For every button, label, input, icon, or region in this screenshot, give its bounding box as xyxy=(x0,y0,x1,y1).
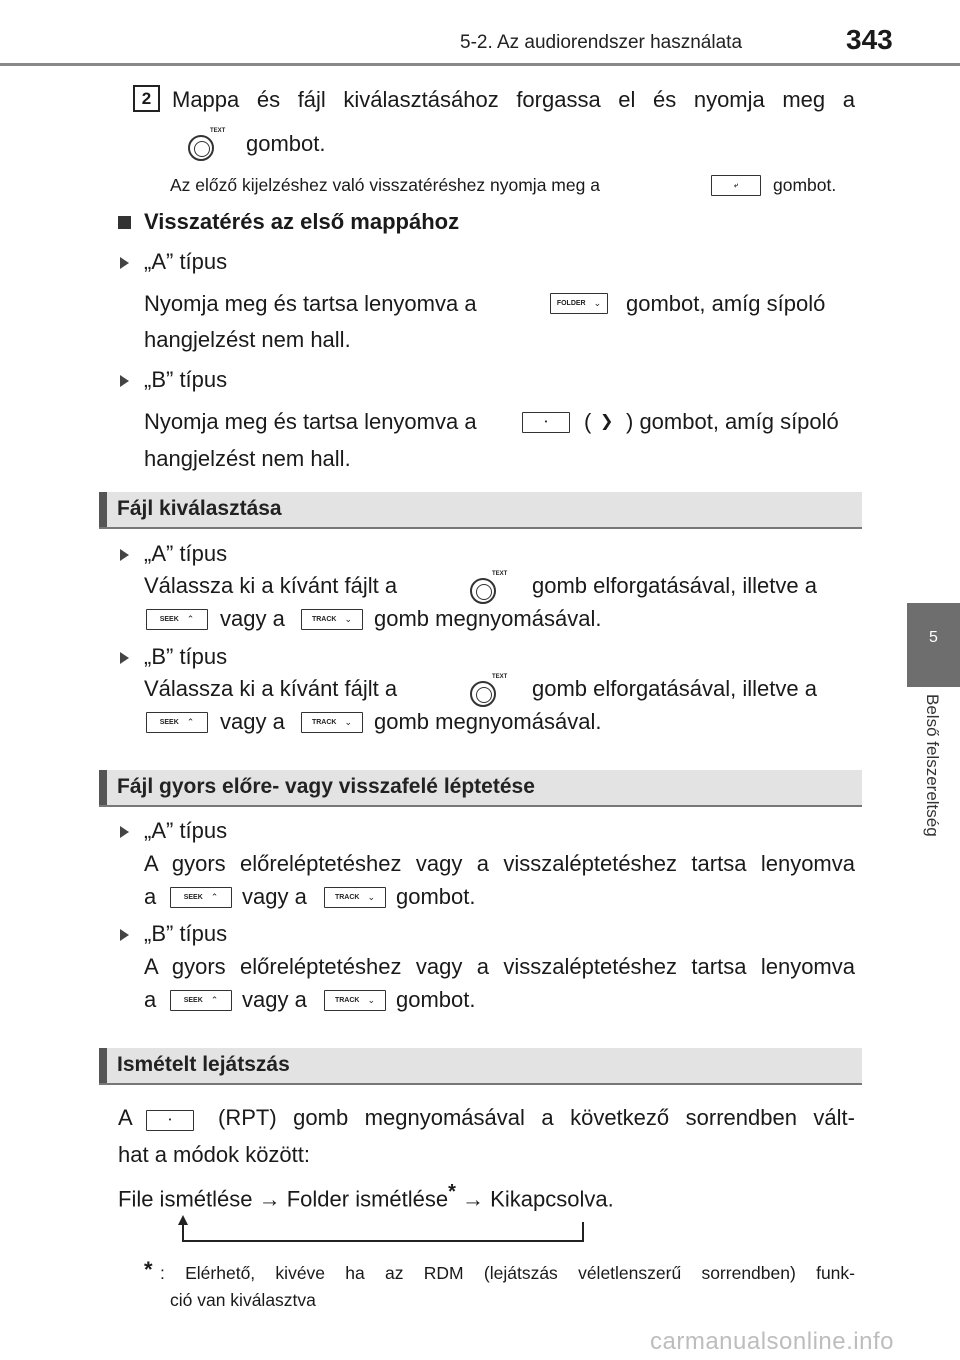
ff-b-line2-after: gombot. xyxy=(396,987,476,1012)
page-number: 343 xyxy=(846,24,893,55)
step-number-2: 2 xyxy=(133,85,160,112)
chapter-tab xyxy=(907,603,960,687)
type-b-label: „B” típus xyxy=(144,367,228,392)
chevron-right-icon: ❯ xyxy=(600,413,614,430)
folder-line2: hangjelzést nem hall. xyxy=(144,327,351,352)
ff-b-line2-mid: vagy a xyxy=(242,987,307,1012)
header-rule xyxy=(0,63,960,66)
footnote-star: * xyxy=(144,1257,153,1282)
type-a-label: „A” típus xyxy=(144,249,228,274)
watermark: carmanualsonline.info xyxy=(650,1328,894,1355)
chapter-title-vertical xyxy=(916,694,946,884)
fs-b-line2-mid: vagy a xyxy=(220,709,285,734)
text-label: TEXT xyxy=(492,674,508,680)
b-paren-open: ( xyxy=(584,409,592,434)
seek-button-icon: SEEK ⌃ xyxy=(170,990,232,1011)
tune-knob-icon xyxy=(470,681,496,707)
step2-note-after: gombot. xyxy=(773,175,837,195)
step2-note-before: Az előző kijelzéshez való visszatéréshez nyomja meg a xyxy=(170,175,600,195)
fs-b-line2-after: gomb megnyomásával. xyxy=(374,709,602,734)
track-button-icon: TRACK ⌄ xyxy=(324,990,386,1011)
folder-line1-before: Nyomja meg és tartsa lenyomva a xyxy=(144,291,477,316)
b-line1-after: ) gombot, amíg sípoló xyxy=(626,409,839,434)
footnote-line2: ció van kiválasztva xyxy=(170,1290,316,1310)
ff-a-line2-mid: vagy a xyxy=(242,884,307,909)
step2-line1: Mappa és fájl kiválasztásához forgassa el és nyomja meg a xyxy=(172,87,855,112)
mode-folder-repeat: Folder ismétlése xyxy=(286,1186,449,1212)
seek-button-icon: SEEK ⌃ xyxy=(146,609,208,630)
repeat-line1-after: (RPT) gomb megnyomásával a következő sorrendben vált- xyxy=(218,1105,855,1130)
mode-off: Kikapcsolva. xyxy=(490,1186,614,1212)
subheading-first-folder: Visszatérés az első mappához xyxy=(144,209,460,234)
footnote-line1: : Elérhető, kivéve ha az RDM (lejátszás véletlenszerű sorrendben) funk- xyxy=(160,1263,855,1283)
repeat-line1-before: A xyxy=(118,1105,133,1130)
fs-type-a: „A” típus xyxy=(144,541,228,566)
b-line1-before: Nyomja meg és tartsa lenyomva a xyxy=(144,409,477,434)
ff-type-a: „A” típus xyxy=(144,818,228,843)
track-button-icon: TRACK ⌄ xyxy=(301,712,363,733)
ff-b-line2-before: a xyxy=(144,987,157,1012)
section-title: Fájl gyors előre- vagy visszafelé léptetése xyxy=(117,775,535,798)
fs-a-line1-after: gomb elforgatásával, illetve a xyxy=(532,573,817,598)
section-fast-forward xyxy=(99,770,862,805)
section-title: Fájl kiválasztása xyxy=(117,497,282,520)
footnote-marker: * xyxy=(448,1181,456,1203)
triangle-bullet-icon xyxy=(120,826,129,838)
tune-knob-icon xyxy=(470,578,496,604)
arrow-right-icon: → xyxy=(462,1186,485,1212)
seek-button-icon: SEEK ⌃ xyxy=(170,887,232,908)
dot-button-icon: • xyxy=(522,412,570,433)
folder-line1-after: gombot, amíg sípoló xyxy=(626,291,826,316)
ff-b-line1: A gyors előreléptetéshez vagy a visszaléptetéshez tartsa lenyomva xyxy=(144,954,855,979)
tune-knob-icon xyxy=(188,135,214,161)
mode-file-repeat: File ismétlése xyxy=(118,1186,253,1212)
triangle-bullet-icon xyxy=(120,375,129,387)
track-button-icon: TRACK ⌄ xyxy=(324,887,386,908)
fs-a-line2-after: gomb megnyomásával. xyxy=(374,606,602,631)
header-section-title: 5-2. Az audiorendszer használata xyxy=(460,32,743,53)
cycle-line-bottom xyxy=(182,1240,584,1242)
triangle-bullet-icon xyxy=(120,929,129,941)
arrow-right-icon: → xyxy=(258,1186,281,1212)
ff-type-b: „B” típus xyxy=(144,921,228,946)
chapter-number: 5 xyxy=(929,629,938,646)
fs-b-line1-before: Válassza ki a kívánt fájlt a xyxy=(144,676,398,701)
step2-line2: gombot. xyxy=(246,131,326,156)
ff-a-line2-before: a xyxy=(144,884,157,909)
fs-a-line2-mid: vagy a xyxy=(220,606,285,631)
cycle-line-right xyxy=(582,1222,584,1242)
back-button-icon: ⤶ xyxy=(711,175,761,196)
section-title: Ismételt lejátszás xyxy=(117,1053,290,1076)
triangle-bullet-icon xyxy=(120,652,129,664)
text-label: TEXT xyxy=(210,128,226,134)
repeat-line2: hat a módok között: xyxy=(118,1142,310,1167)
rpt-button-icon: • xyxy=(146,1110,194,1131)
repeat-line3 xyxy=(118,1178,614,1213)
seek-button-icon: SEEK ⌃ xyxy=(146,712,208,733)
b-line2: hangjelzést nem hall. xyxy=(144,446,351,471)
track-button-icon: TRACK ⌄ xyxy=(301,609,363,630)
ff-a-line1: A gyors előreléptetéshez vagy a visszaléptetéshez tartsa lenyomva xyxy=(144,851,855,876)
ff-a-line2-after: gombot. xyxy=(396,884,476,909)
square-bullet-icon xyxy=(118,216,131,229)
text-label: TEXT xyxy=(492,571,508,577)
fs-a-line1-before: Válassza ki a kívánt fájlt a xyxy=(144,573,398,598)
chapter-title: Belső felszereltség xyxy=(923,694,942,837)
triangle-bullet-icon xyxy=(120,549,129,561)
triangle-bullet-icon xyxy=(120,257,129,269)
section-file-select xyxy=(99,492,862,527)
cycle-line-left xyxy=(182,1222,184,1242)
folder-button-icon: FOLDER ⌄ xyxy=(550,293,608,314)
fs-b-line1-after: gomb elforgatásával, illetve a xyxy=(532,676,817,701)
fs-type-b: „B” típus xyxy=(144,644,228,669)
section-repeat xyxy=(99,1048,862,1083)
